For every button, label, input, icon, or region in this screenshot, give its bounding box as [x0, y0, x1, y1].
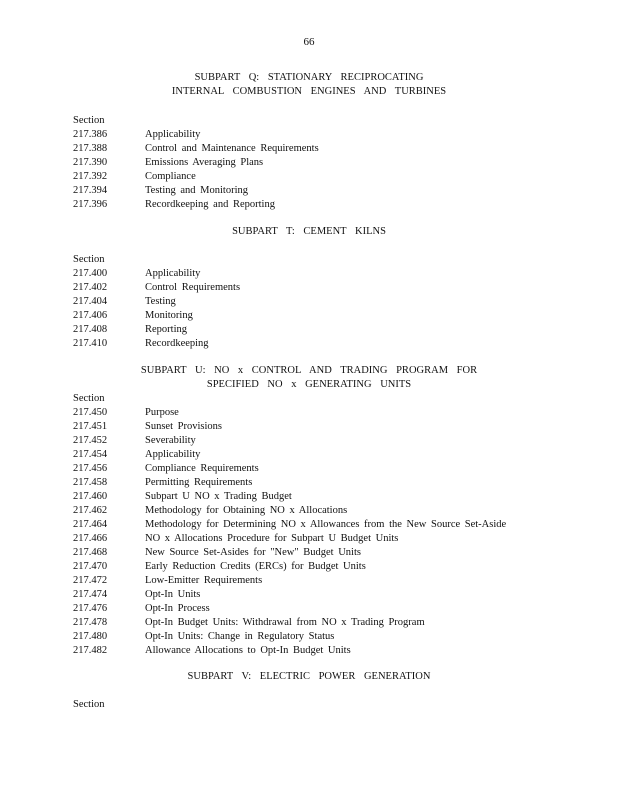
- section-number: 217.482: [73, 645, 108, 656]
- section-title: Control and Maintenance Requirements: [145, 143, 319, 154]
- section-label: Section: [73, 393, 105, 404]
- toc-entry: [73, 616, 613, 630]
- section-number: 217.470: [73, 561, 108, 572]
- section-number: 217.451: [73, 421, 108, 432]
- section-number: 217.466: [73, 533, 108, 544]
- section-title: Subpart U NO x Trading Budget: [145, 491, 292, 502]
- toc-entry: [73, 295, 613, 309]
- toc-entry: [73, 532, 613, 546]
- section-title: Methodology for Obtaining NO x Allocations: [145, 505, 348, 516]
- toc-entry: [73, 476, 613, 490]
- section-number: 217.458: [73, 477, 108, 488]
- section-number: 217.400: [73, 268, 108, 279]
- heading-line: SPECIFIED NO x GENERATING UNITS: [206, 379, 412, 390]
- toc-entry: [73, 184, 613, 198]
- subpart-q-heading: [0, 71, 618, 99]
- heading-line: SUBPART Q: STATIONARY RECIPROCATING: [194, 72, 424, 83]
- toc-entry: [73, 128, 613, 142]
- page-number: 66: [303, 36, 315, 48]
- section-title: Testing: [145, 296, 176, 307]
- section-number: 217.396: [73, 199, 108, 210]
- section-title: Severability: [145, 435, 196, 446]
- section-title: Recordkeeping and Reporting: [145, 199, 275, 210]
- section-title: Control Requirements: [145, 282, 241, 293]
- section-number: 217.462: [73, 505, 108, 516]
- heading-line: SUBPART V: ELECTRIC POWER GENERATION: [187, 671, 431, 682]
- toc-entry: [73, 546, 613, 560]
- section-number: 217.452: [73, 435, 108, 446]
- section-number: 217.480: [73, 631, 108, 642]
- section-title: Compliance Requirements: [145, 463, 259, 474]
- toc-entry: [73, 644, 613, 658]
- section-title: Monitoring: [145, 310, 193, 321]
- section-number: 217.474: [73, 589, 108, 600]
- toc-entry: [73, 198, 613, 212]
- section-number: 217.476: [73, 603, 108, 614]
- section-number: 217.402: [73, 282, 108, 293]
- section-number: 217.464: [73, 519, 108, 530]
- section-number: 217.394: [73, 185, 108, 196]
- toc-entry: [73, 560, 613, 574]
- section-number: 217.478: [73, 617, 108, 628]
- toc-entry: [73, 156, 613, 170]
- toc-entry: [73, 337, 613, 351]
- section-number: 217.404: [73, 296, 108, 307]
- toc-entry: [73, 406, 613, 420]
- section-title: Low-Emitter Requirements: [145, 575, 263, 586]
- section-title: Testing and Monitoring: [145, 185, 249, 196]
- section-title: Opt-In Units: Change in Regulatory Status: [145, 631, 335, 642]
- section-title: New Source Set-Asides for "New" Budget Units: [145, 547, 361, 558]
- toc-entry: [73, 281, 613, 295]
- subpart-q-toc: [73, 128, 613, 212]
- toc-entry: [73, 170, 613, 184]
- section-number: 217.408: [73, 324, 108, 335]
- section-title: Applicability: [145, 449, 201, 460]
- section-title: Reporting: [145, 324, 187, 335]
- section-number: 217.386: [73, 129, 108, 140]
- section-title: Opt-In Budget Units: Withdrawal from NO x Trading Program: [145, 617, 425, 628]
- subpart-t-heading: [0, 225, 618, 239]
- section-title: Sunset Provisions: [145, 421, 222, 432]
- heading-line: INTERNAL COMBUSTION ENGINES AND TURBINES: [171, 86, 447, 97]
- section-label: Section: [73, 699, 105, 710]
- subpart-u-toc: [73, 406, 613, 658]
- toc-entry: [73, 574, 613, 588]
- toc-entry: [73, 462, 613, 476]
- section-title: Emissions Averaging Plans: [145, 157, 264, 168]
- section-title: Opt-In Units: [145, 589, 201, 600]
- subpart-t-toc: [73, 267, 613, 351]
- toc-entry: [73, 504, 613, 518]
- section-number: 217.388: [73, 143, 108, 154]
- section-number: 217.450: [73, 407, 108, 418]
- section-number: 217.390: [73, 157, 108, 168]
- toc-entry: [73, 309, 613, 323]
- heading-line: SUBPART T: CEMENT KILNS: [232, 226, 386, 237]
- section-title: Applicability: [145, 129, 201, 140]
- section-title: Early Reduction Credits (ERCs) for Budget Units: [145, 561, 366, 572]
- section-number: 217.456: [73, 463, 108, 474]
- toc-entry: [73, 448, 613, 462]
- section-number: 217.472: [73, 575, 108, 586]
- section-title: Methodology for Determining NO x Allowances from the New Source Set-Aside: [145, 519, 507, 530]
- toc-entry: [73, 490, 613, 504]
- section-title: Allowance Allocations to Opt-In Budget Units: [145, 645, 351, 656]
- toc-entry: [73, 588, 613, 602]
- section-number: 217.468: [73, 547, 108, 558]
- toc-entry: [73, 420, 613, 434]
- heading-line: SUBPART U: NO x CONTROL AND TRADING PROGRAM FOR: [140, 365, 478, 376]
- toc-entry: [73, 142, 613, 156]
- section-title: NO x Allocations Procedure for Subpart U Budget Units: [145, 533, 399, 544]
- section-title: Permitting Requirements: [145, 477, 253, 488]
- section-title: Compliance: [145, 171, 196, 182]
- section-number: 217.460: [73, 491, 108, 502]
- toc-entry: [73, 323, 613, 337]
- section-title: Recordkeeping: [145, 338, 209, 349]
- section-label: Section: [73, 115, 105, 126]
- section-number: 217.392: [73, 171, 108, 182]
- subpart-u-heading: [0, 364, 618, 392]
- toc-entry: [73, 267, 613, 281]
- section-number: 217.406: [73, 310, 108, 321]
- subpart-v-heading: [0, 670, 618, 684]
- toc-entry: [73, 602, 613, 616]
- section-title: Opt-In Process: [145, 603, 210, 614]
- toc-entry: [73, 518, 613, 532]
- section-number: 217.410: [73, 338, 108, 349]
- section-label: Section: [73, 254, 105, 265]
- section-title: Applicability: [145, 268, 201, 279]
- toc-entry: [73, 630, 613, 644]
- toc-entry: [73, 434, 613, 448]
- section-number: 217.454: [73, 449, 108, 460]
- section-title: Purpose: [145, 407, 179, 418]
